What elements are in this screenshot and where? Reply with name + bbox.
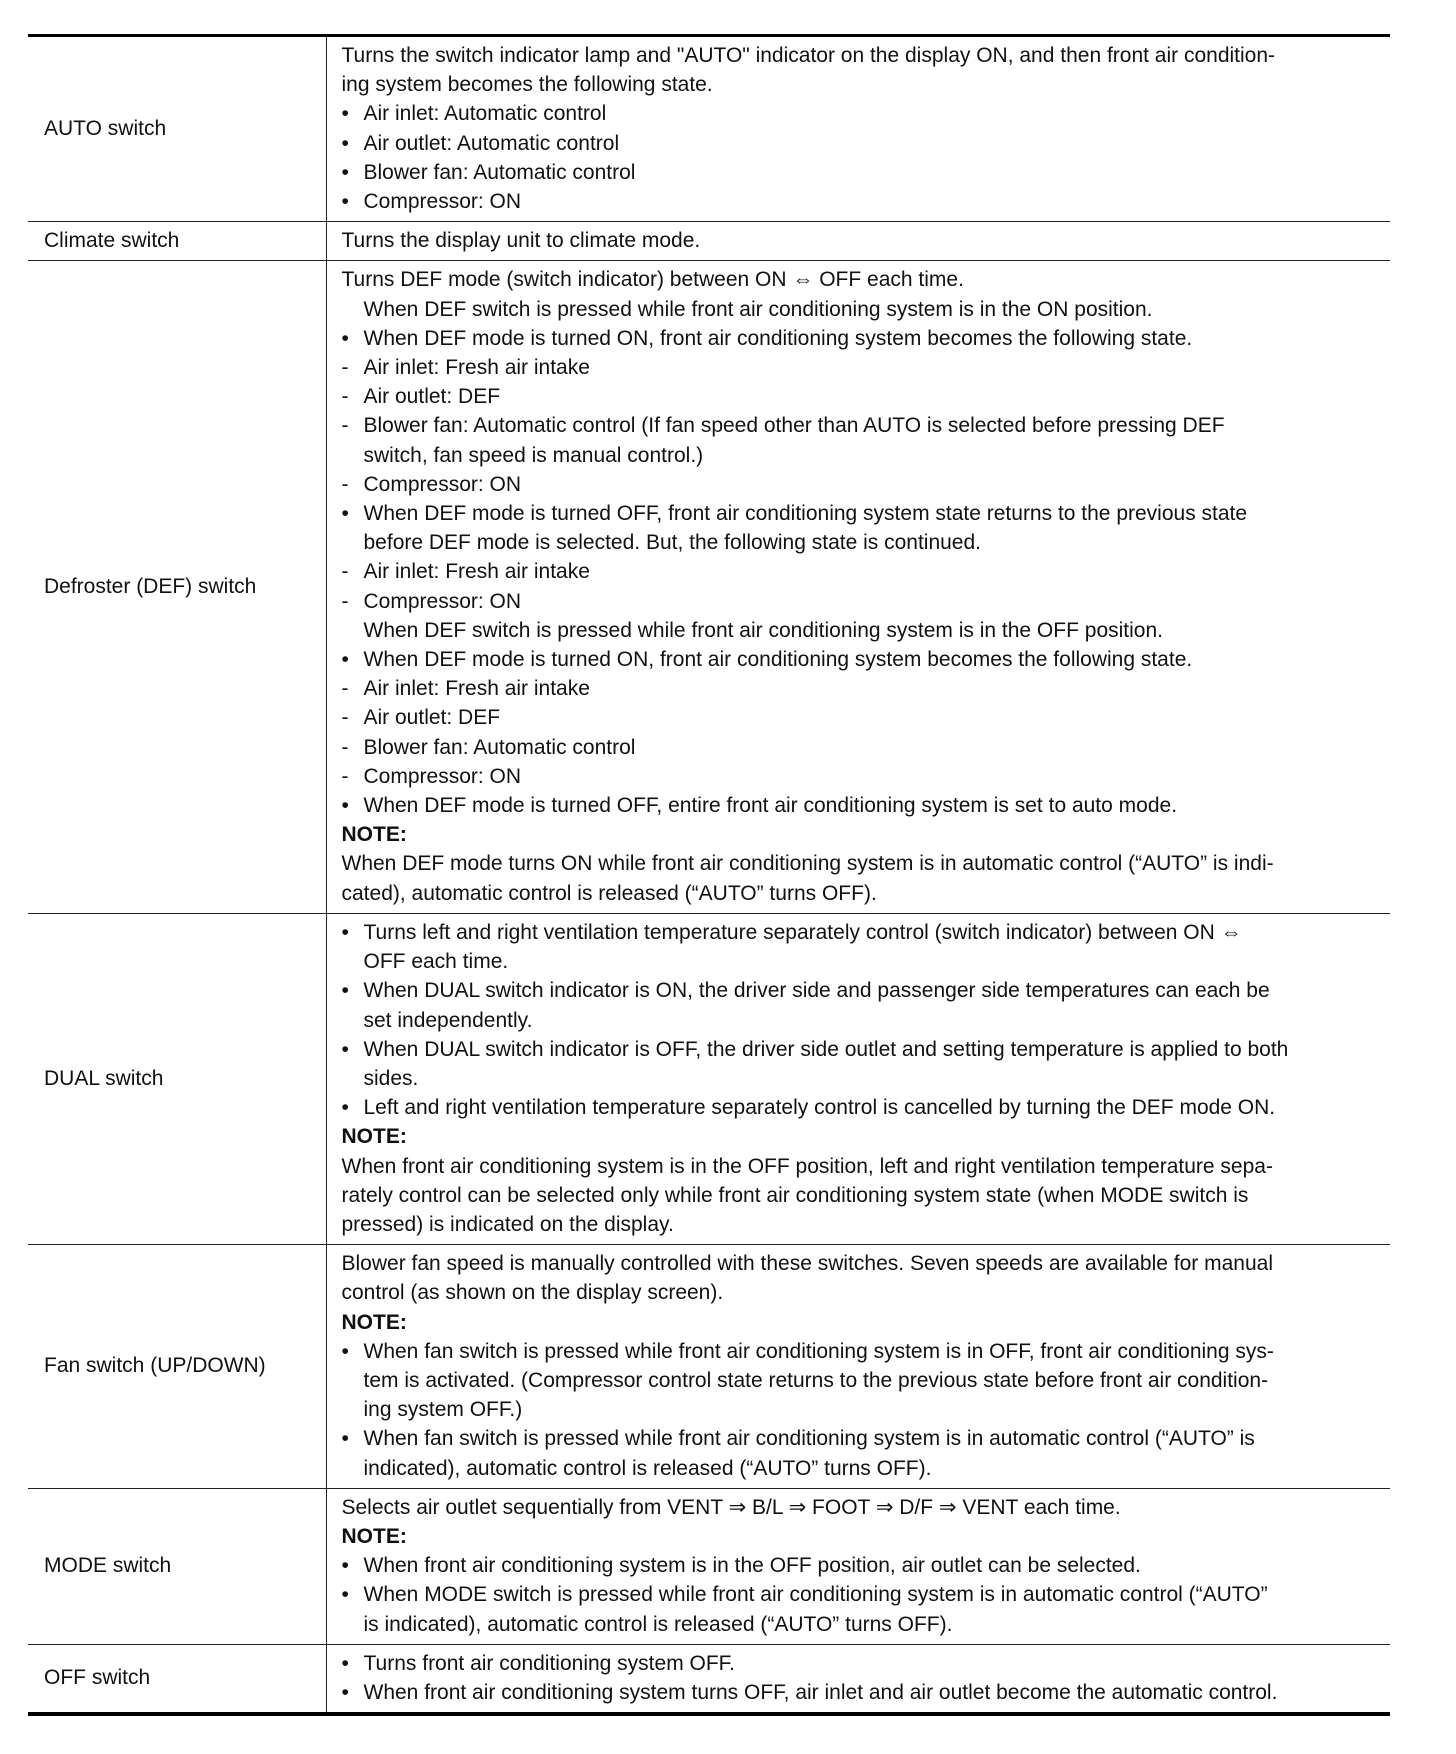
line-text: before DEF mode is selected. But, the following state is continued. (363, 531, 982, 555)
text-line (342, 295, 1385, 324)
table-row (28, 913, 1390, 1244)
list-item (342, 1424, 1385, 1453)
line-text: Turns the switch indicator lamp and "AUTO" indicator on the display ON, and then front air condition- (341, 44, 1276, 67)
switch-function-table (28, 34, 1390, 1716)
line-text: Turns front air conditioning system OFF. (363, 1651, 736, 1675)
bullet-marker: • (341, 502, 349, 526)
line-text: Turns DEF mode (switch indicator) between ON ⇔ OFF each time. (341, 268, 964, 292)
dash-marker: - (341, 472, 349, 496)
dash-marker: - (341, 764, 349, 788)
switch-name-cell (28, 36, 326, 222)
bullet-marker: • (341, 920, 349, 944)
text-line (342, 1395, 1385, 1424)
line-text: When DEF mode turns ON while front air conditioning system is in automatic control (“AUTO” is indi- (341, 852, 1274, 876)
line-text: When DEF mode is turned ON, front air conditioning system becomes the following state. (363, 326, 1193, 350)
line-text: When front air conditioning system turns OFF, air inlet and air outlet become the automatic control. (363, 1680, 1278, 1704)
line-text: Air outlet: DEF (363, 706, 501, 730)
list-item (342, 353, 1385, 382)
switch-name: Fan switch (UP/DOWN) (44, 1354, 266, 1378)
switch-description-cell (326, 261, 1390, 913)
line-text: tem is activated. (Compressor control state returns to the previous state before front air condition- (363, 1368, 1269, 1392)
line-text: Compressor: ON (363, 190, 522, 214)
bullet-marker: • (341, 326, 349, 350)
dash-marker: - (341, 560, 349, 584)
note-heading (342, 1122, 1385, 1151)
switch-name-cell (28, 1644, 326, 1714)
list-item (342, 762, 1385, 791)
dash-marker: - (341, 677, 349, 701)
text-line (342, 1454, 1385, 1483)
line-text: Blower fan: Automatic control (If fan speed other than AUTO is selected before pressing DEF (363, 414, 1225, 438)
line-text: NOTE: (341, 1125, 407, 1149)
bullet-marker: • (341, 190, 349, 214)
line-text: Left and right ventilation temperature separately control is cancelled by turning the DEF mode ON. (363, 1096, 1276, 1120)
line-text: Air inlet: Fresh air intake (363, 677, 590, 701)
text-line (342, 1610, 1385, 1639)
bullet-marker: • (341, 648, 349, 672)
line-text: Air inlet: Fresh air intake (363, 356, 590, 380)
text-line (342, 441, 1385, 470)
text-line (342, 226, 1385, 255)
line-text: ing system OFF.) (363, 1398, 523, 1422)
switch-name: DUAL switch (44, 1066, 164, 1090)
bullet-marker: • (341, 979, 349, 1003)
bullet-marker: • (341, 1037, 349, 1061)
list-item (342, 674, 1385, 703)
line-text: Compressor: ON (363, 589, 522, 613)
list-item (342, 733, 1385, 762)
text-line (342, 1064, 1385, 1093)
line-text: When MODE switch is pressed while front air conditioning system is in automatic control (“AUTO” (363, 1583, 1268, 1607)
bullet-marker: • (341, 160, 349, 184)
line-text: pressed) is indicated on the display. (341, 1212, 674, 1236)
table-body (28, 36, 1390, 1715)
text-line (342, 265, 1385, 294)
dash-marker: - (341, 589, 349, 613)
switch-name: Climate switch (44, 229, 180, 253)
line-text: control (as shown on the display screen). (341, 1281, 724, 1305)
line-text: When DEF mode is turned OFF, front air conditioning system state returns to the previous state (363, 502, 1248, 526)
line-text: Blower fan speed is manually controlled with these switches. Seven speeds are available for manual (341, 1252, 1274, 1276)
switch-name-cell (28, 1488, 326, 1644)
line-text: NOTE: (341, 1524, 407, 1548)
text-line (342, 849, 1385, 878)
dash-marker: - (341, 706, 349, 730)
list-item (342, 791, 1385, 820)
list-item (342, 470, 1385, 499)
text-line (342, 879, 1385, 908)
line-text: indicated), automatic control is released (“AUTO” turns OFF). (363, 1456, 932, 1480)
line-text: Selects air outlet sequentially from VENT ⇒ B/L ⇒ FOOT ⇒ D/F ⇒ VENT each time. (341, 1495, 1121, 1519)
list-item (342, 1093, 1385, 1122)
table-row (28, 36, 1390, 222)
switch-description-cell (326, 1644, 1390, 1714)
line-text: sides. (363, 1066, 419, 1090)
line-text: rately control can be selected only while front air conditioning system state (when MODE switch is (341, 1183, 1249, 1207)
line-text: Air outlet: DEF (363, 385, 501, 409)
table-row (28, 1644, 1390, 1714)
list-item (342, 1678, 1385, 1707)
list-item (342, 382, 1385, 411)
list-item (342, 1649, 1385, 1678)
switch-name: Defroster (DEF) switch (44, 575, 257, 599)
line-text: When DEF switch is pressed while front air conditioning system is in the ON position. (363, 297, 1153, 321)
line-text: When DEF mode is turned OFF, entire front air conditioning system is set to auto mode. (363, 794, 1178, 818)
text-line (342, 1493, 1385, 1522)
line-text: When front air conditioning system is in the OFF position, left and right ventilation temperature sepa- (341, 1154, 1273, 1178)
list-item (342, 324, 1385, 353)
bullet-marker: • (341, 1096, 349, 1120)
list-item (342, 557, 1385, 586)
line-text: When DUAL switch indicator is OFF, the driver side outlet and setting temperature is applied to both (363, 1037, 1289, 1061)
note-heading (342, 1522, 1385, 1551)
list-item (342, 1551, 1385, 1580)
line-text: When fan switch is pressed while front air conditioning system is in OFF, front air conditioning sys- (363, 1339, 1274, 1363)
bullet-marker: • (341, 131, 349, 155)
text-line (342, 1366, 1385, 1395)
bullet-marker: • (341, 794, 349, 818)
note-heading (342, 1308, 1385, 1337)
line-text: Air inlet: Fresh air intake (363, 560, 590, 584)
switch-description-cell (326, 1245, 1390, 1489)
list-item (342, 1580, 1385, 1609)
switch-name: OFF switch (44, 1666, 151, 1690)
switch-description-cell (326, 222, 1390, 261)
line-text: Compressor: ON (363, 764, 522, 788)
text-line (342, 1210, 1385, 1239)
list-item (342, 1035, 1385, 1064)
text-line (342, 528, 1385, 557)
line-text: switch, fan speed is manual control.) (363, 443, 704, 467)
text-line (342, 70, 1385, 99)
line-text: ing system becomes the following state. (341, 73, 713, 97)
dash-marker: - (341, 735, 349, 759)
bullet-marker: • (341, 1651, 349, 1675)
bullet-marker: • (341, 1339, 349, 1363)
list-item (342, 129, 1385, 158)
table-row (28, 1245, 1390, 1489)
line-text: Turns left and right ventilation temperature separately control (switch indicator) between ON ⇔ (363, 920, 1242, 944)
text-line (342, 1152, 1385, 1181)
list-item (342, 411, 1385, 440)
line-text: Compressor: ON (363, 472, 522, 496)
switch-description-cell (326, 36, 1390, 222)
bullet-marker: • (341, 1680, 349, 1704)
line-text: Blower fan: Automatic control (363, 160, 636, 184)
text-line (342, 1249, 1385, 1278)
bullet-marker: • (341, 1583, 349, 1607)
text-line (342, 41, 1385, 70)
switch-name-cell (28, 1245, 326, 1489)
bullet-marker: • (341, 1554, 349, 1578)
list-item (342, 645, 1385, 674)
switch-name: AUTO switch (44, 117, 167, 140)
line-text: Air outlet: Automatic control (363, 131, 620, 155)
line-text: When front air conditioning system is in the OFF position, air outlet can be selected. (363, 1554, 1141, 1578)
line-text: cated), automatic control is released (“AUTO” turns OFF). (341, 881, 877, 905)
line-text: OFF each time. (363, 950, 509, 974)
switch-name: MODE switch (44, 1554, 172, 1578)
table-row (28, 222, 1390, 261)
bullet-marker: • (341, 1427, 349, 1451)
text-line (342, 1278, 1385, 1307)
line-text: set independently. (363, 1008, 533, 1032)
dash-marker: - (341, 414, 349, 438)
switch-name-cell (28, 913, 326, 1244)
line-text: Air inlet: Automatic control (363, 102, 607, 126)
line-text: NOTE: (341, 823, 407, 847)
dash-marker: - (341, 356, 349, 380)
list-item (342, 187, 1385, 216)
list-item (342, 587, 1385, 616)
text-line (342, 1181, 1385, 1210)
list-item (342, 976, 1385, 1005)
line-text: Blower fan: Automatic control (363, 735, 636, 759)
line-text: Turns the display unit to climate mode. (341, 229, 701, 253)
table-row (28, 1488, 1390, 1644)
dash-marker: - (341, 385, 349, 409)
line-text: When DEF switch is pressed while front air conditioning system is in the OFF position. (363, 618, 1163, 642)
bullet-marker: • (341, 102, 349, 126)
line-text: When DEF mode is turned ON, front air conditioning system becomes the following state. (363, 648, 1193, 672)
list-item (342, 158, 1385, 187)
switch-name-cell (28, 261, 326, 913)
line-text: When DUAL switch indicator is ON, the driver side and passenger side temperatures can each be (363, 979, 1270, 1003)
list-item (342, 703, 1385, 732)
line-text: is indicated), automatic control is released (“AUTO” turns OFF). (363, 1612, 953, 1636)
text-line (342, 947, 1385, 976)
note-heading (342, 820, 1385, 849)
switch-description-cell (326, 1488, 1390, 1644)
line-text: When fan switch is pressed while front air conditioning system is in automatic control (“AUTO” is (363, 1427, 1255, 1451)
line-text: NOTE: (341, 1310, 407, 1334)
text-line (342, 616, 1385, 645)
text-line (342, 1006, 1385, 1035)
list-item (342, 918, 1385, 947)
list-item (342, 499, 1385, 528)
list-item (342, 1337, 1385, 1366)
switch-name-cell (28, 222, 326, 261)
switch-description-cell (326, 913, 1390, 1244)
table-row (28, 261, 1390, 913)
list-item (342, 99, 1385, 128)
